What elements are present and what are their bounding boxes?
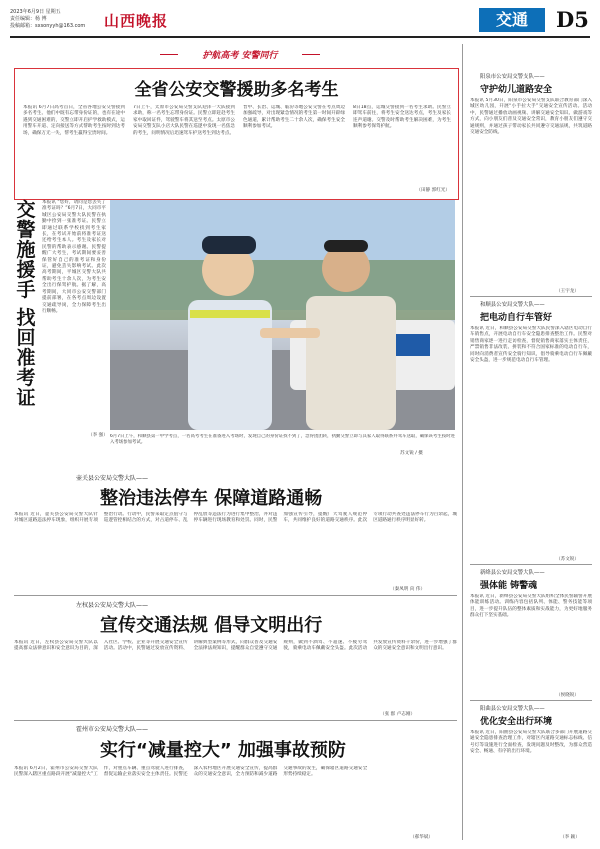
article2-byline: （秦凤明 向 伟） (390, 587, 426, 592)
section-title: 交通 (479, 8, 545, 32)
photo-credit: 苏文锐 / 摄 (400, 451, 423, 456)
column-divider (462, 44, 463, 840)
side1-byline: （王宇龙） (556, 289, 579, 294)
article2-body: 本报讯 近日，壶关县公安局交警大队针对城区道路违法停车现象，组织开展专项整治行动。行动中，民警采取定点值守与巡逻管控相结合的方式，对占道停车、乱停乱放等违法行为进行集中整治，并对违停车辆进行现场教育和处罚。同时，民警加强宣传引导，提醒广大驾驶人规范停车，共同维护良好的道路交通秩序。此次专项行动共查处违法停车行为百余起，城区道路通行秩序明显好转。 (14, 512, 457, 524)
feature-headline-chars (14, 200, 38, 408)
lead-col-2: 7日上午，太原市公安局交警支队迎泽一大队接到求助，称一名考生忘带身份证。民警立即赶赴考生家中取回证件，驾驶警车将其送至考点。太原市公安局交警支队小店大队民警在巡逻中发现一名焦急的考生，问明情况后迅速驾车护送考生到达考点。 (133, 105, 235, 136)
masthead-date: 2023年6月9日 星期五 (10, 9, 61, 15)
feature-headline-char: 施 (16, 239, 36, 261)
photo-caption: 6月7日上午，和顺县第一中学考点，一名高考考生在准备进入考场时，发现自己的身份证找不到了，急得团团转，执勤交警立即与其家人取得联系并驾车送取，确保该考生按时进入考场参加考试。 (110, 434, 455, 445)
feature-photo (110, 200, 455, 430)
banner-line-right (302, 54, 320, 55)
article2-kicker: 壶关县公安局交警大队—— (76, 475, 149, 482)
article3-headline: 宣传交通法规 倡导文明出行 (100, 615, 323, 636)
page-number: D5 (556, 7, 589, 32)
side2-kicker: 和顺县公安局交警大队—— (480, 302, 545, 308)
feature-headline-char: 援 (16, 259, 36, 281)
photo-illustration (110, 200, 455, 430)
masthead-rule (10, 36, 590, 38)
side2-byline: （苏文锐） (556, 557, 579, 562)
side2-body: 本报讯 近日，和顺县公安局交警大队民警深入辖区电动自行车销售点，开展电动自行车安全隐患排查整治工作。民警对销售商家逐一进行走访检查，督促销售商家落实主体责任，严禁销售非法改装、拼装和不符合国家标准的电动自行车，同时向消费者宣传安全骑行知识，倡导骑乘电动自行车佩戴安全头盔，进一步规范电动自行车管理。 (470, 326, 592, 364)
feature-vertical-headline (14, 200, 38, 408)
article4-byline: （郝华斌） (410, 835, 433, 840)
feature-headline-char: 手 (16, 279, 36, 301)
lead-story-box (14, 68, 459, 200)
side4-body: 本报讯 近日，阳曲县公安局交警大队联合多部门开展道路交通安全隐患排查治理工作，对辖区内道路交通标志标线、信号灯等设施进行全面检查，发现问题及时整改，为群众营造安全、畅通、有序的出行环境。 (470, 730, 592, 755)
feature-headline-char: 交 (16, 199, 36, 221)
side3-kicker: 新绛县公安局交警大队—— (480, 570, 545, 576)
masthead-email: 投稿邮箱：sxsonyyh@163.com (10, 23, 86, 29)
side-divider-1 (470, 296, 592, 297)
banner-slogan: 护航高考 安警同行 (202, 51, 278, 61)
article3-byline: （张 群 卢志刚） (380, 712, 416, 717)
lead-headline: 全省公安交警援助多名考生 (134, 80, 339, 100)
masthead-editor: 责任编辑：杨 博 (10, 16, 47, 22)
side4-byline: （李 颖） (560, 835, 580, 840)
newspaper-logo: 山西晚报 (104, 12, 169, 30)
feature-byline: （李 强） (88, 433, 108, 438)
article4-kicker: 霍州市公安局交警大队—— (76, 726, 149, 733)
side2-headline: 把电动自行车管好 (480, 313, 553, 323)
divider-2 (14, 720, 457, 721)
feature-headline-char: 考 (16, 367, 36, 389)
divider-1 (14, 595, 457, 596)
lead-byline: （田静 郭红光） (416, 188, 450, 193)
side1-kicker: 阳泉市公安局交警支队—— (480, 74, 545, 80)
article4-body: 本报讯 6月2日，霍州市公安局交警大队民警深入辖区重点路段开展“减量控大”工作，对重点车辆、重点驾驶人进行排查，督促运输企业落实安全主体责任。民警还深入农村地区开展交通安全宣传，提高群众的交通安全意识，全力预防和减少道路交通事故的发生，确保辖区道路交通安全形势持续稳定。 (14, 766, 368, 778)
feature-headline-char: 警 (16, 219, 36, 241)
feature-headline-char: 找 (16, 307, 36, 329)
side4-kicker: 阳曲县公安局交警大队—— (480, 706, 545, 712)
lead-col-1: 本报讯 6月7日高考首日，全省各地公安交警接到多名考生、他们中既有忘带身份证的，也有在途中遇到交通困难的，交警立即开启护学救助模式，运用警车开道、定向接送等方式帮助考生按时到达考场，确保万无一失，帮考生赢得宝贵时间。 (23, 105, 125, 136)
lead-col-3: 晋中、长治、运城、临汾等地公安交警在考点周边加强疏导，对出现紧急情况的考生第一时间开辟绿色通道，累计帮助考生二十余人次，确保考生安全顺利参加考试。 (243, 105, 345, 130)
banner-line-left (160, 54, 178, 55)
lead-col-4: 8日18点，运城交警接到一名考生求助。民警立即驾车前往，将考生安全送达考点，考生及家长连声道谢。交警及时帮助考生解决困难，为考生顺利参考保驾护航。 (353, 105, 451, 130)
side3-byline: （侯晓锐） (556, 693, 579, 698)
feature-headline-char: 证 (16, 387, 36, 409)
article2-headline: 整治违法停车 保障道路通畅 (100, 488, 323, 509)
feature-headline-char: 准 (16, 347, 36, 369)
banner (160, 48, 320, 62)
side3-headline: 强体能 铸警魂 (480, 581, 538, 591)
article4-headline: 实行“减量控大” 加强事故预防 (100, 740, 346, 761)
article3-kicker: 左权县公安局交警大队—— (76, 602, 149, 609)
feature-body: 本报讯 “您好，请问是您丢失了准考证吗？”6月7日，大同市平城区公安局交警大队民警在执勤中捡到一张准考证。民警立即通过联系学校找到考生家长，在考试开始前将准考证送还给考生本人。考生及家长对民警的帮助表示感谢。民警提醒广大考生，考试期间要妥善保管好自己的准考证和身份证，避免丢失影响考试。此次高考期间，平城区交警大队共帮助考生十余人次，为考生安全出行保驾护航。据了解，高考期间，大同市公安交警部门提前部署，在各考点周边设置交通疏导岗，全力保障考生出行顺畅。 (42, 200, 106, 314)
side1-body: 本报讯 5月30日，阳泉市公安局交警支队联合教育部门深入城区幼儿园，开展“小手拉大手”交通安全宣传活动。活动中，民警通过播放动画视频、讲解交通安全知识、做游戏等方式，向小朋友们普及交通安全常识，教育小朋友们遵守交通规则，并通过孩子带动家长共同遵守交通法规，共筑道路交通安全防线。 (470, 98, 592, 136)
side-divider-3 (470, 700, 592, 701)
side-divider-2 (470, 564, 592, 565)
side1-headline: 守护幼儿道路安全 (480, 85, 553, 95)
side3-body: 本报讯 近日，新绛县公安局交警大队组织全体民警辅警开展体能训练活动。训练内容包括队列、体能、警务技能等项目，进一步提升队伍的整体素质和实战能力，为更好地服务群众打下坚实基础。 (470, 594, 592, 619)
feature-headline-char: 回 (16, 327, 36, 349)
side4-headline: 优化安全出行环境 (480, 717, 553, 727)
article3-body: 本报讯 近日，左权县公安局交警大队以提高群众法律意识和安全意识为目的，深入社区、学校、企业等开展交通安全宣传活动。活动中，民警通过发放宣传资料、讲解典型案例等形式，向群众普及交通安全法律法规知识，提醒群众自觉遵守交通规则，做到不酒驾、不超速、不疲劳驾驶，骑乘电动车佩戴安全头盔。此次活动共发放宣传资料千余份，进一步增强了群众的交通安全意识和文明出行意识。 (14, 640, 457, 652)
